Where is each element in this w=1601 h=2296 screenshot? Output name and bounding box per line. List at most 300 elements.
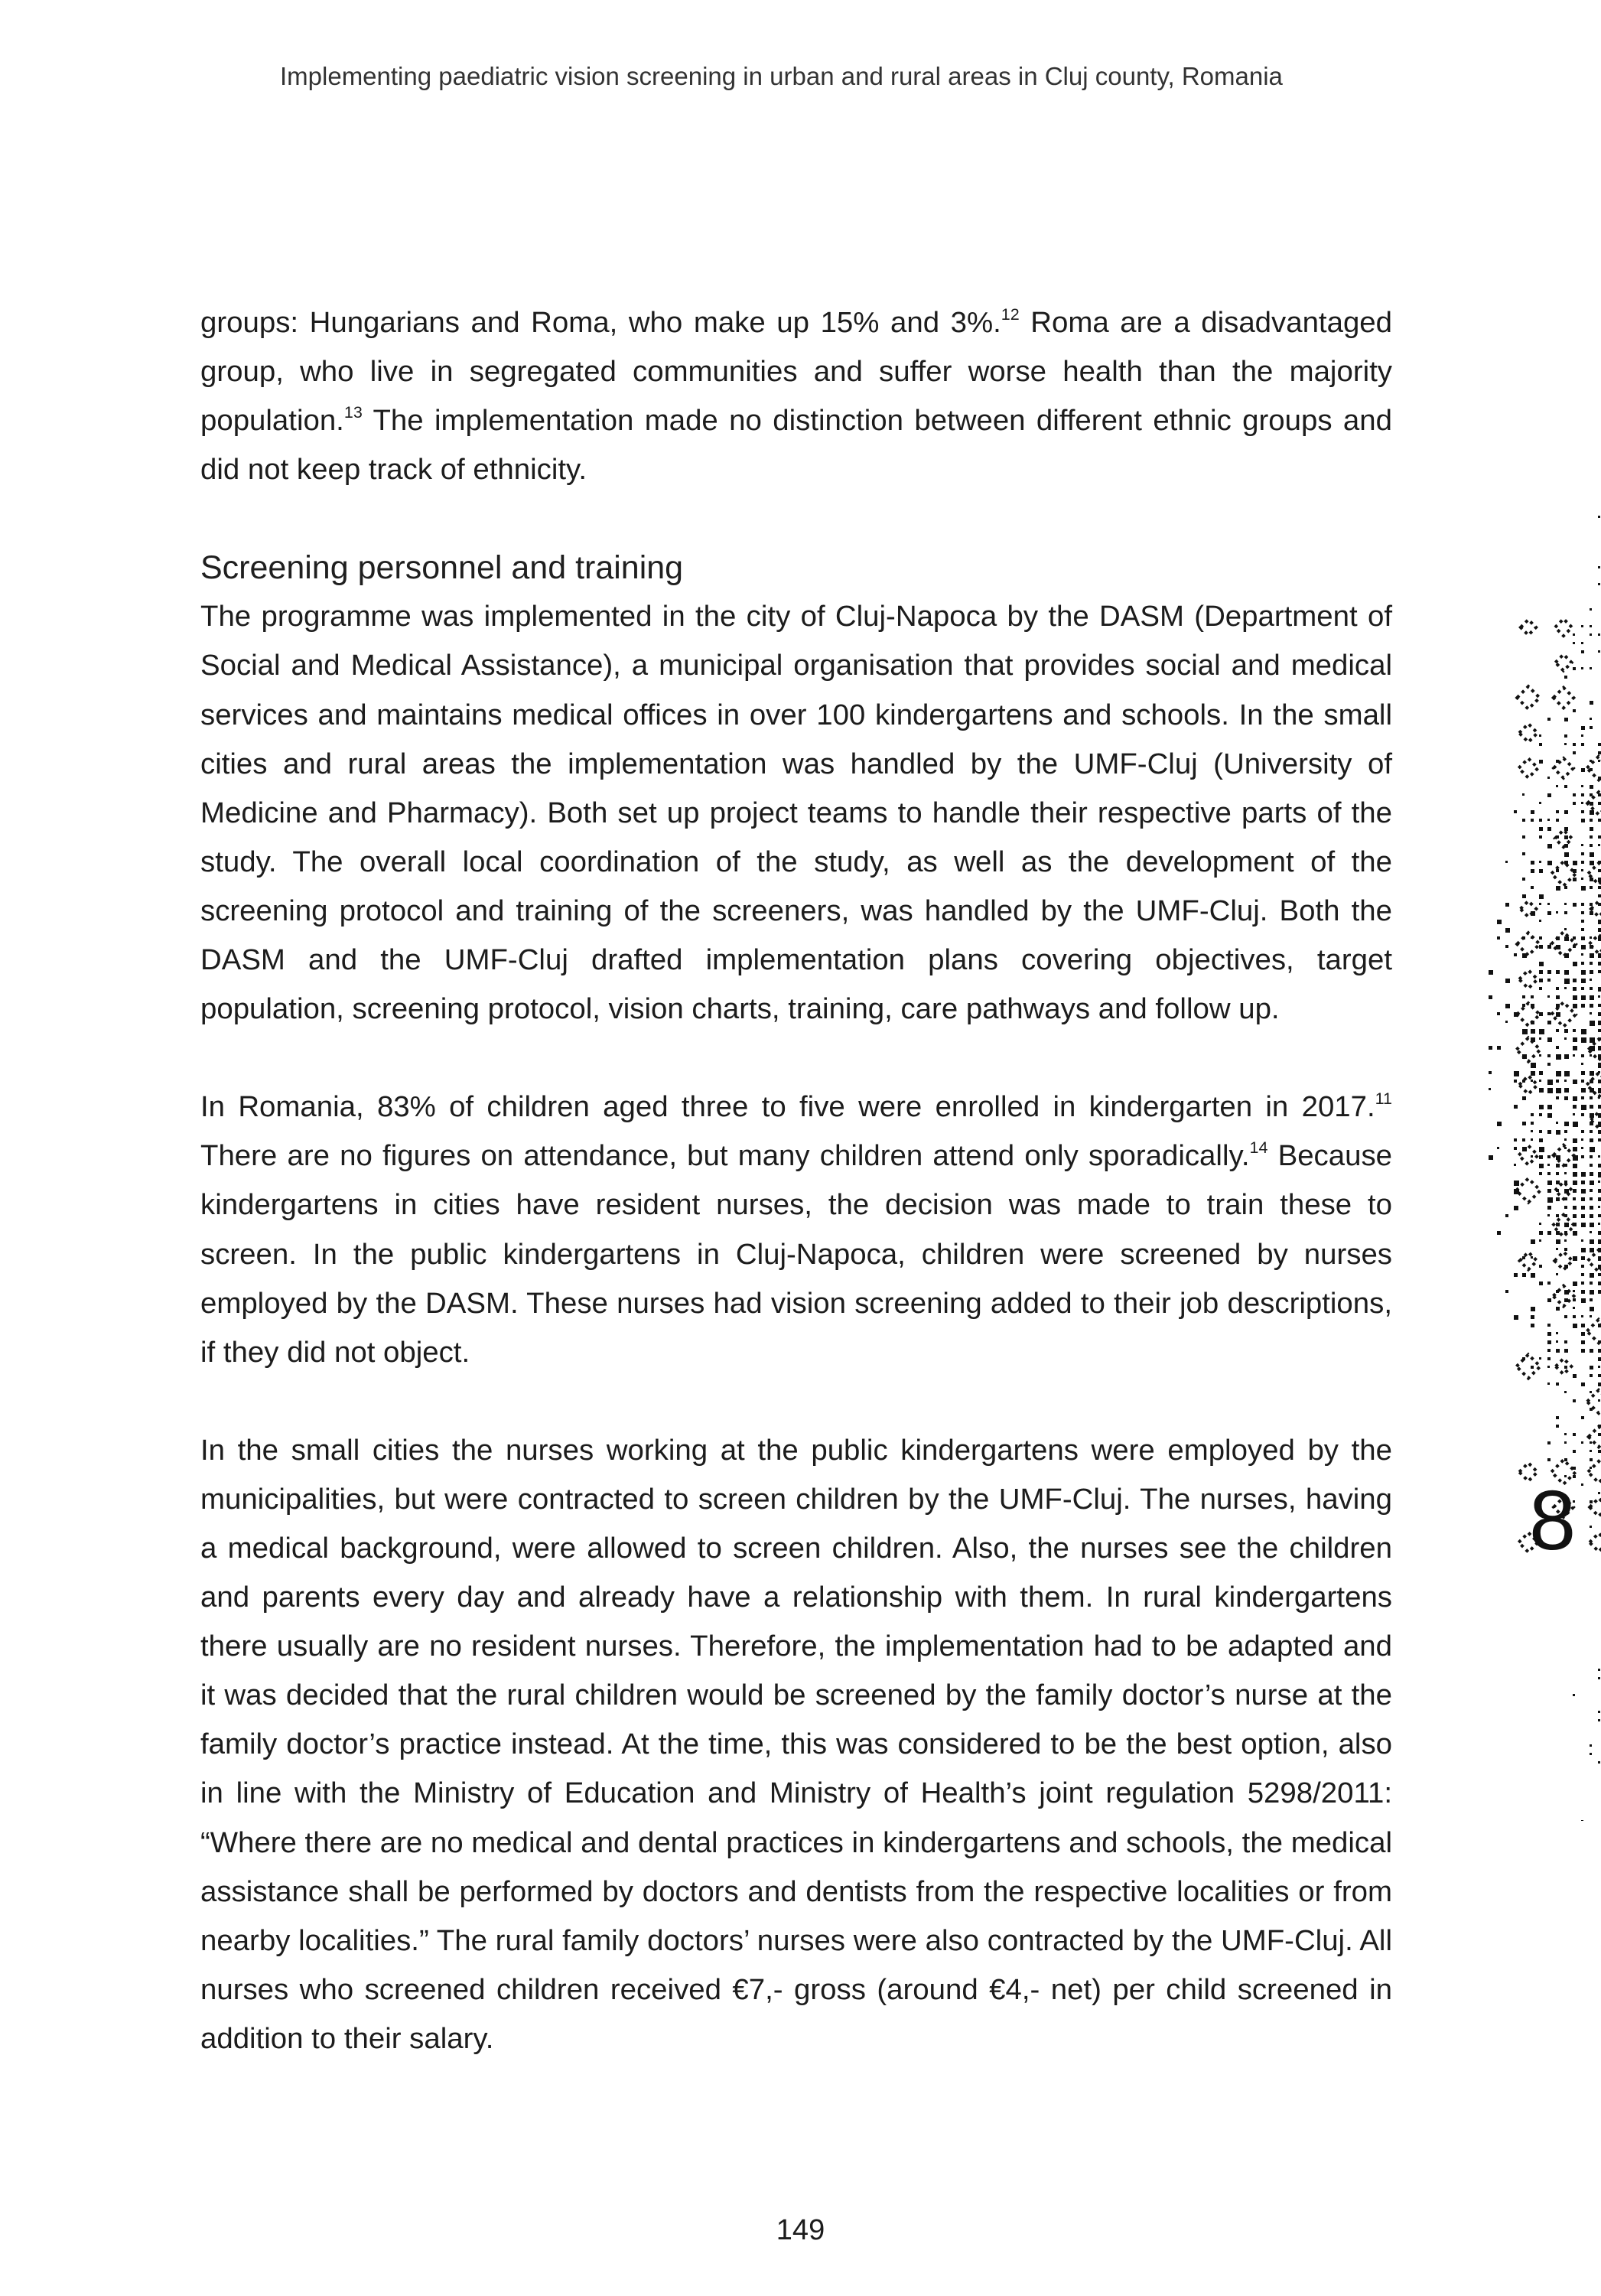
pattern-dot (1505, 979, 1510, 983)
pattern-dot (1564, 1037, 1567, 1040)
pattern-dot (1598, 1004, 1601, 1007)
pattern-dot (1564, 1458, 1567, 1461)
pattern-diamond (1517, 1038, 1541, 1062)
pattern-dot (1598, 1223, 1600, 1225)
pattern-dot (1539, 1172, 1542, 1175)
pattern-dot (1573, 1189, 1577, 1193)
pattern-dot (1539, 835, 1542, 839)
pattern-dot (1573, 1206, 1577, 1210)
pattern-dot (1590, 726, 1593, 729)
pattern-dot (1547, 979, 1551, 982)
pattern-dot (1556, 1332, 1558, 1334)
pattern-dot (1581, 1088, 1586, 1093)
pattern-dot (1539, 819, 1542, 822)
pattern-dot (1590, 1206, 1593, 1210)
intro-text-1: groups: Hungarians and Roma, who make up 15% and 3%. (200, 306, 1001, 339)
pattern-dot (1581, 962, 1584, 965)
pattern-dot (1547, 844, 1552, 848)
pattern-dot (1514, 1147, 1517, 1150)
pattern-dot (1547, 1366, 1550, 1368)
pattern-dot (1514, 1273, 1518, 1277)
pattern-dot (1539, 1105, 1544, 1109)
pattern-dot (1547, 1298, 1551, 1302)
pattern-dot (1598, 1349, 1601, 1353)
pattern-dot (1564, 835, 1568, 839)
pattern-dot (1573, 1307, 1575, 1309)
pattern-dot (1547, 1021, 1551, 1024)
pattern-dot (1556, 1164, 1560, 1168)
pattern-dot (1598, 1450, 1601, 1453)
pattern-dot (1581, 1054, 1584, 1057)
pattern-dot (1547, 793, 1551, 797)
pattern-dot (1564, 1223, 1569, 1227)
pattern-dot (1581, 667, 1583, 669)
pattern-diamond (1554, 1286, 1574, 1307)
pattern-diamond (1587, 1320, 1601, 1343)
pattern-dot (1573, 878, 1577, 881)
pattern-dot (1573, 802, 1576, 805)
body-text (200, 298, 1392, 2063)
pattern-dot (1556, 911, 1558, 914)
pattern-diamond (1589, 1427, 1601, 1448)
pattern-dot (1564, 936, 1569, 941)
pattern-dot (1598, 1138, 1601, 1141)
pattern-dot (1581, 852, 1584, 855)
pattern-dot (1581, 1206, 1585, 1210)
pattern-dot (1590, 1282, 1593, 1285)
pattern-dot (1598, 1366, 1600, 1368)
pattern-dot (1564, 785, 1567, 788)
pattern-dot (1598, 566, 1600, 568)
pattern-dot (1556, 1172, 1559, 1175)
pattern-dot (1598, 1273, 1601, 1276)
pattern-dot (1581, 726, 1585, 730)
pattern-dot (1547, 1382, 1550, 1385)
pattern-dot (1547, 1181, 1552, 1185)
pattern-dot (1522, 1256, 1525, 1259)
pattern-dot (1539, 1113, 1542, 1116)
pattern-dot (1573, 751, 1576, 754)
pattern-dot (1598, 1046, 1601, 1050)
pattern-dot (1505, 1290, 1508, 1293)
pattern-dot (1522, 894, 1526, 898)
pattern-diamond (1554, 1252, 1572, 1269)
pattern-dot (1531, 819, 1534, 822)
pattern-dot (1581, 1820, 1583, 1821)
pattern-dot (1564, 1433, 1567, 1435)
pattern-dot (1573, 1138, 1577, 1143)
pattern-dot (1564, 1206, 1567, 1209)
pattern-dot (1590, 1096, 1593, 1099)
pattern-dot (1573, 793, 1576, 796)
pattern-dot (1547, 970, 1551, 974)
pattern-dot (1590, 1223, 1594, 1227)
pattern-dot (1539, 936, 1542, 940)
pattern-dot (1556, 1012, 1560, 1017)
pattern-dot (1556, 819, 1559, 822)
pattern-dot (1505, 928, 1510, 933)
pattern-dot (1531, 869, 1534, 873)
pattern-dot (1573, 1037, 1577, 1042)
pattern-dot (1547, 819, 1550, 821)
pattern-dot (1590, 1298, 1593, 1301)
pattern-dot (1590, 1071, 1594, 1076)
pattern-dot (1598, 1155, 1600, 1158)
pattern-dot (1573, 979, 1577, 982)
pattern-dot (1573, 1164, 1577, 1168)
pattern-dot (1590, 810, 1594, 815)
pattern-dot (1573, 903, 1577, 907)
pattern-dot (1598, 1711, 1600, 1713)
pattern-dot (1547, 911, 1551, 915)
pattern-dot (1539, 869, 1543, 873)
pattern-dot (1556, 1223, 1560, 1226)
pattern-dot (1598, 1761, 1600, 1764)
pattern-dot (1564, 903, 1567, 905)
pattern-dot (1573, 861, 1577, 865)
pattern-dot (1590, 1239, 1594, 1244)
pattern-dot (1590, 667, 1592, 669)
pattern-dot (1598, 835, 1601, 839)
pattern-dot (1581, 1037, 1586, 1043)
pattern-dot (1598, 1012, 1601, 1016)
pattern-dot (1598, 1029, 1601, 1032)
pattern-dot (1590, 953, 1594, 958)
pattern-dot (1598, 583, 1600, 585)
pattern-dot (1564, 734, 1567, 738)
pattern-dot (1598, 802, 1601, 805)
pattern-dot (1581, 768, 1585, 772)
pattern-dot (1573, 1054, 1575, 1057)
pattern-dot (1581, 1332, 1585, 1336)
pattern-dot (1489, 995, 1492, 999)
pattern-diamond (1517, 686, 1539, 708)
pattern-dot (1581, 819, 1585, 822)
pattern-dot (1539, 962, 1544, 966)
pattern-dot (1590, 1441, 1592, 1444)
pattern-dot (1573, 962, 1577, 966)
pattern-dot (1590, 819, 1593, 822)
pattern-dot (1531, 1273, 1535, 1278)
pattern-dot (1539, 1130, 1542, 1133)
pattern-dot (1573, 1298, 1576, 1301)
pattern-dot (1573, 1172, 1577, 1177)
pattern-dot (1547, 1113, 1552, 1118)
pattern-dot (1590, 1450, 1592, 1452)
pattern-dot (1573, 1029, 1576, 1032)
pattern-dot (1573, 642, 1575, 644)
pattern-dot (1514, 1206, 1518, 1210)
pattern-dot (1514, 1071, 1519, 1076)
pattern-dot (1556, 1214, 1559, 1217)
pattern-dot (1581, 1223, 1586, 1227)
pattern-dot (1539, 1071, 1543, 1075)
pattern-dot (1581, 1189, 1586, 1194)
pattern-dot (1598, 844, 1600, 846)
pattern-dot (1539, 945, 1543, 949)
pattern-dot (1556, 970, 1560, 974)
pattern-dot (1581, 743, 1584, 746)
pattern-dot (1581, 642, 1583, 644)
pattern-dot (1547, 1105, 1552, 1109)
pattern-dot (1590, 1290, 1594, 1295)
pattern-dot (1590, 1138, 1593, 1142)
pattern-dot (1547, 1054, 1551, 1057)
pattern-dot (1581, 810, 1584, 813)
pattern-dot (1590, 1366, 1593, 1369)
pattern-dot (1590, 1753, 1592, 1755)
pattern-dot (1573, 1256, 1577, 1261)
pattern-dot (1556, 785, 1558, 787)
pattern-dot (1539, 1138, 1543, 1142)
pattern-dot (1573, 1113, 1575, 1115)
pattern-dot (1598, 1181, 1600, 1183)
pattern-dot (1497, 920, 1502, 924)
pattern-dot (1581, 1282, 1584, 1285)
pattern-dot (1590, 886, 1593, 889)
pattern-dot (1581, 1382, 1585, 1386)
pattern-dot (1539, 1239, 1541, 1242)
pattern-dot (1556, 1382, 1559, 1386)
pattern-dot (1573, 709, 1576, 712)
pattern-dot (1573, 1046, 1577, 1050)
pattern-dot (1590, 1164, 1593, 1167)
pattern-dot (1564, 979, 1570, 984)
pattern-dot (1590, 701, 1593, 705)
intro-text-2: Roma are a disadvantaged group, who live in segregated communities and suffer worse health than the majority population. (200, 306, 1393, 438)
pattern-dot (1564, 911, 1567, 914)
pattern-dot (1564, 1088, 1569, 1093)
pattern-dot (1598, 1231, 1601, 1235)
pattern-dot (1581, 1155, 1584, 1158)
pattern-dot (1598, 1324, 1601, 1327)
pattern-dot (1581, 802, 1583, 804)
pattern-dot (1539, 1357, 1541, 1360)
pattern-dot (1573, 995, 1577, 1000)
pattern-dot (1564, 1080, 1567, 1082)
pattern-dot (1531, 1256, 1533, 1259)
pattern-dot (1598, 1256, 1601, 1261)
pattern-dot (1598, 1290, 1601, 1294)
pattern-dot (1590, 979, 1592, 981)
pattern-dot (1564, 1096, 1568, 1100)
pattern-dot (1598, 760, 1600, 762)
pattern-dot (1590, 911, 1593, 915)
pattern-dot (1489, 1155, 1493, 1160)
pattern-dot (1590, 1214, 1593, 1218)
pattern-dot (1590, 793, 1593, 796)
pattern-dot (1522, 1004, 1525, 1007)
pattern-dot (1531, 1307, 1535, 1311)
pattern-diamond (1517, 1355, 1541, 1379)
pattern-dot (1556, 1080, 1559, 1083)
pattern-dot (1505, 903, 1509, 907)
pattern-dot (1598, 1374, 1601, 1377)
pattern-dot (1564, 1054, 1569, 1059)
pattern-dot (1547, 945, 1551, 949)
pattern-dot (1581, 1147, 1583, 1149)
pattern-dot (1564, 1340, 1567, 1343)
pattern-dot (1564, 852, 1569, 857)
pattern-dot (1581, 793, 1584, 796)
pattern-dot (1581, 1080, 1584, 1083)
pattern-dot (1514, 1105, 1518, 1109)
pattern-diamond (1519, 970, 1538, 988)
pattern-dot (1573, 936, 1576, 940)
pattern-dot (1590, 878, 1593, 881)
pattern-dot (1581, 920, 1584, 923)
intro-paragraph (200, 298, 1392, 494)
pattern-dot (1539, 920, 1541, 922)
reference-13: 13 (343, 403, 363, 422)
pattern-dot (1547, 1063, 1551, 1066)
pattern-dot (1497, 1046, 1501, 1050)
pattern-dot (1581, 650, 1584, 653)
pattern-dot (1539, 903, 1541, 905)
pattern-dot (1590, 1273, 1594, 1278)
pattern-diamond (1554, 688, 1574, 708)
pattern-dot (1573, 1290, 1575, 1292)
pattern-dot (1573, 1324, 1577, 1328)
pattern-dot (1581, 936, 1585, 940)
pattern-dot (1598, 1164, 1601, 1168)
pattern-dot (1564, 987, 1567, 989)
pattern-dot (1598, 1357, 1601, 1361)
pattern-dot (1581, 1138, 1583, 1141)
reference-14: 14 (1249, 1138, 1268, 1158)
pattern-dot (1581, 861, 1584, 864)
pattern-dot (1590, 1231, 1592, 1233)
pattern-dot (1522, 1122, 1526, 1125)
pattern-dot (1590, 1021, 1595, 1026)
pattern-dot (1564, 1391, 1567, 1393)
pattern-dot (1590, 995, 1594, 1000)
pattern-dot (1547, 718, 1551, 721)
pattern-diamond (1518, 1145, 1538, 1164)
pattern-dot (1522, 835, 1525, 839)
pattern-dot (1590, 1147, 1595, 1152)
pattern-dot (1590, 1130, 1593, 1133)
pattern-dot (1573, 1096, 1577, 1101)
pattern-dot (1581, 1181, 1585, 1184)
pattern-dot (1547, 1231, 1551, 1235)
pattern-dot (1573, 1694, 1575, 1696)
pattern-dot (1590, 1189, 1593, 1192)
pattern-dot (1590, 903, 1593, 906)
pattern-dot (1573, 1433, 1576, 1436)
pattern-dot (1590, 785, 1593, 789)
pattern-dot (1573, 1181, 1577, 1185)
pattern-dot (1547, 1282, 1551, 1285)
pattern-dot (1598, 1433, 1601, 1436)
pattern-dot (1590, 861, 1594, 865)
pattern-dot (1556, 1071, 1561, 1076)
pattern-dot (1573, 1282, 1577, 1286)
pattern-dot (1590, 962, 1593, 965)
pattern-dot (1573, 1214, 1577, 1218)
pattern-dot (1581, 1290, 1585, 1294)
pattern-dot (1547, 1130, 1551, 1134)
pattern-dot (1581, 987, 1584, 990)
pattern-dot (1598, 1382, 1601, 1386)
pattern-diamond (1516, 1178, 1540, 1202)
pattern-dot (1598, 1669, 1600, 1671)
pattern-dot (1514, 1315, 1518, 1320)
intro-text-3: The implementation made no distinction between different ethnic groups and did not keep track of ethnicity. (200, 404, 1392, 487)
pattern-dot (1581, 1315, 1583, 1317)
pattern-dot (1564, 1441, 1567, 1444)
reference-11: 11 (1375, 1089, 1392, 1109)
pattern-dot (1539, 1223, 1541, 1225)
paragraph-enrolment (200, 1083, 1392, 1377)
pattern-dot (1564, 1239, 1567, 1242)
pattern-dot (1564, 1071, 1570, 1076)
pattern-dot (1581, 1029, 1586, 1034)
pattern-dot (1573, 1450, 1576, 1453)
pattern-dot (1564, 928, 1567, 930)
pattern-dot (1531, 1315, 1534, 1319)
pattern-dot (1598, 987, 1601, 992)
pattern-dot (1581, 1172, 1586, 1177)
pattern-dot (1564, 1122, 1569, 1126)
pattern-dot (1531, 1138, 1533, 1141)
pattern-dot (1539, 1012, 1543, 1016)
pattern-dot (1581, 1113, 1584, 1116)
pattern-dot (1598, 1021, 1601, 1025)
pattern-dot (1497, 1122, 1502, 1126)
pattern-dot (1598, 1088, 1601, 1093)
pattern-dot (1573, 743, 1576, 746)
pattern-dot (1556, 1155, 1560, 1160)
pattern-dot (1556, 1273, 1558, 1275)
pattern-dot (1581, 1273, 1584, 1276)
pattern-diamond (1555, 619, 1572, 636)
pattern-dot (1564, 1366, 1567, 1369)
pattern-dot (1547, 1172, 1551, 1175)
pattern-dot (1598, 894, 1601, 897)
pattern-dot (1598, 962, 1601, 966)
pattern-dot (1590, 1054, 1592, 1057)
pattern-dot (1556, 810, 1559, 813)
pattern-dot (1581, 970, 1586, 975)
paragraph-programme: The programme was implemented in the city of Cluj-Napoca by the DASM (Department of Social and Medical Assistance), a municipal organisation that provides social and medical services and maintains medical offices in over 100 kindergartens and schools. In the small cities and rural areas the implementation was handled by the UMF-Cluj (University of Medicine and Pharmacy). Both set up project teams to handle their respective parts of the study. The overall local coordination of the study, as well as the development of the screening protocol and training of the screeners, was handled by the UMF-Cluj. Both the DASM and the UMF-Cluj drafted implementation plans covering objectives, target population, screening protocol, vision charts, training, care pathways and follow up. (200, 600, 1392, 1026)
pattern-dot (1514, 1080, 1517, 1083)
pattern-dot (1556, 1029, 1559, 1032)
pattern-dot (1581, 1130, 1584, 1133)
pattern-dot (1581, 995, 1586, 1000)
pattern-dot (1556, 1096, 1559, 1099)
pattern-dot (1556, 995, 1560, 999)
pattern-dot (1547, 1340, 1551, 1344)
pattern-dot (1489, 1046, 1492, 1050)
pattern-dot (1564, 1130, 1567, 1133)
pattern-dot (1522, 995, 1525, 998)
pattern-dot (1598, 751, 1601, 754)
pattern-dot (1573, 1374, 1577, 1378)
reference-12: 12 (1001, 305, 1020, 324)
pattern-dot (1598, 516, 1600, 518)
chapter-number: 8 (1529, 1474, 1577, 1568)
pattern-dot (1564, 1029, 1568, 1033)
pattern-dot (1539, 979, 1543, 982)
pattern-dot (1539, 1147, 1544, 1152)
pattern-dot (1590, 1004, 1593, 1008)
pattern-dot (1505, 1214, 1508, 1217)
pattern-dot (1531, 1122, 1534, 1125)
pattern-dot (1590, 718, 1592, 720)
pattern-dot (1590, 608, 1592, 611)
pattern-dot (1573, 1399, 1576, 1402)
